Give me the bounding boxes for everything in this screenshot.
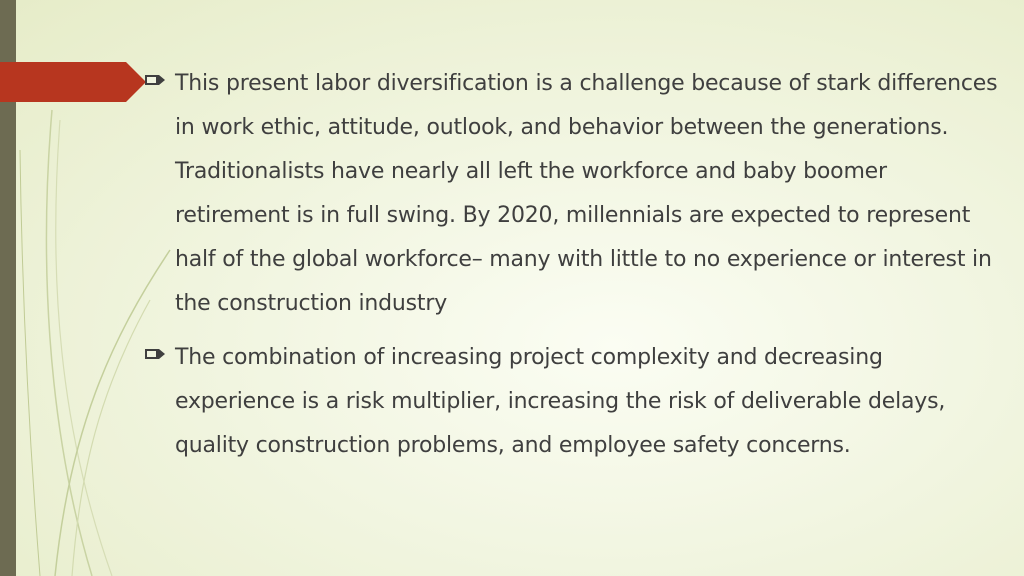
bullet-item-1 xyxy=(145,62,1005,326)
slide-content xyxy=(145,62,1005,478)
bullet-text-1: This present labor diversification is a challenge because of stark differences in work ethic, attitude, outlook, and behavior between the generations. Traditionalists have nearly all left the workforce and baby boomer retirement is in full swing. By 2020, millennials are expected to represent half of the global workforce– many with little to no experience or interest in the construction industry xyxy=(175,71,998,316)
accent-arrow-tab xyxy=(0,62,146,102)
pencil-icon xyxy=(145,347,167,361)
bullet-text-2: The combination of increasing project complexity and decreasing experience is a risk multiplier, increasing the risk of deliverable delays, quality construction problems, and employee safety concerns. xyxy=(175,345,946,458)
pencil-icon xyxy=(145,73,167,87)
bullet-item-2 xyxy=(145,336,1005,468)
